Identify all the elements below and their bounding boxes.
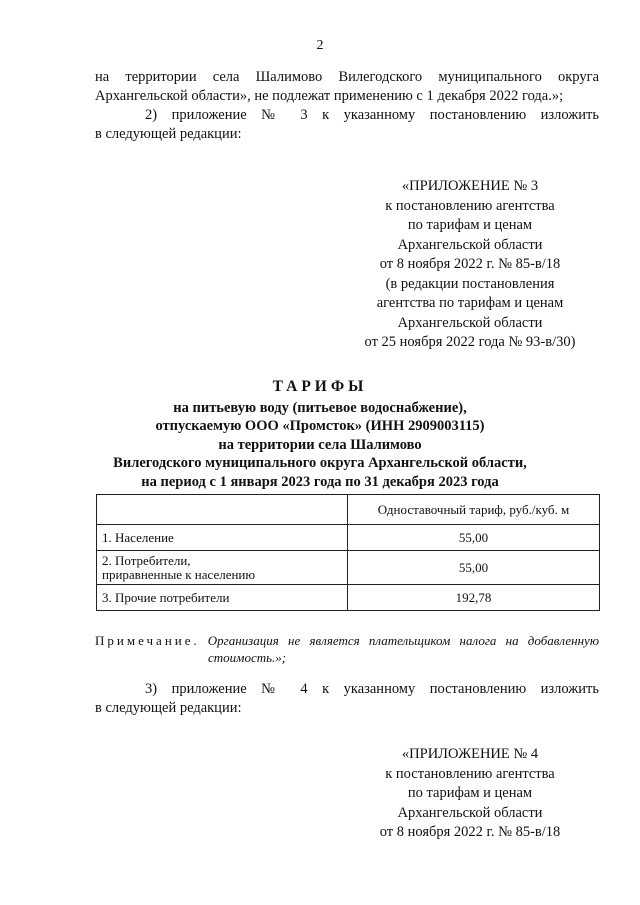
paragraph-line: в следующей редакции:: [95, 700, 242, 716]
paragraph-line: на территории села Шалимово Вилегодского муниципального округа: [95, 69, 599, 85]
table-cell-value: 55,00: [348, 525, 600, 551]
note-row: [95, 632, 599, 649]
appendix-line: от 25 ноября 2022 года № 93-в/30): [364, 334, 576, 350]
tariff-title-line: на питьевую воду (питьевое водоснабжение),: [173, 399, 467, 416]
appendix-4-heading: [330, 745, 610, 843]
appendix-line: Архангельской области: [397, 236, 543, 253]
tariff-title: [60, 378, 580, 491]
appendix-line: от 8 ноября 2022 г. № 85-в/18: [379, 824, 561, 840]
paragraph-item-2: [95, 106, 599, 144]
table-cell-category: [97, 551, 348, 585]
note-label: Примечание.: [95, 633, 200, 648]
appendix-line: агентства по тарифам и ценам: [376, 295, 564, 311]
paragraph-continuation: [95, 68, 599, 106]
tariff-title-line: на территории села Шалимово: [218, 436, 422, 453]
tariff-title-line: Вилегодского муниципального округа Архангельской области,: [113, 455, 527, 471]
note-text-continuation: стоимость.»;: [208, 650, 287, 665]
table-header-row: [97, 495, 600, 525]
appendix-line: по тарифам и ценам: [407, 785, 533, 801]
table-row: [97, 551, 600, 585]
page-number: 2: [316, 38, 324, 53]
table-cell-value: 192,78: [348, 585, 600, 611]
paragraph-line: 3) приложение № 4 к указанному постановлению изложить: [145, 681, 599, 697]
appendix-line: «ПРИЛОЖЕНИЕ № 4: [401, 746, 539, 762]
appendix-line: от 8 ноября 2022 г. № 85-в/18: [379, 256, 561, 272]
appendix-line: по тарифам и ценам: [407, 217, 533, 233]
table-row: [97, 585, 600, 611]
appendix-line: Архангельской области: [397, 804, 543, 821]
paragraph-line: 2) приложение № 3 к указанному постановлению изложить: [145, 107, 599, 123]
table-cell-category: 3. Прочие потребители: [97, 585, 348, 611]
note: [95, 632, 599, 666]
appendix-line: к постановлению агентства: [385, 765, 555, 782]
tariff-table: [96, 494, 600, 611]
appendix-line: Архангельской области: [397, 314, 543, 331]
table-cell-category: 1. Население: [97, 525, 348, 551]
category-line: приравненные к населению: [102, 566, 256, 582]
tariff-title-line: на период с 1 января 2023 года по 31 декабря 2023 года: [141, 473, 499, 490]
paragraph-line: Архангельской области», не подлежат применению с 1 декабря 2022 года.»;: [95, 88, 564, 104]
paragraph-line: в следующей редакции:: [95, 126, 242, 142]
appendix-3-heading: [330, 177, 610, 353]
note-text: Организация не является плательщиком налога на добавленную: [207, 633, 599, 648]
table-header-cell: Одноставочный тариф, руб./куб. м: [348, 495, 600, 525]
appendix-line: (в редакции постановления: [385, 275, 555, 292]
appendix-line: к постановлению агентства: [385, 197, 555, 214]
table-cell-value: 55,00: [348, 551, 600, 585]
tariff-main-title: ТАРИФЫ: [272, 378, 368, 395]
table-row: [97, 525, 600, 551]
category-line: 2. Потребители,: [102, 552, 191, 568]
table-header-cell: [97, 495, 348, 525]
appendix-line: «ПРИЛОЖЕНИЕ № 3: [401, 178, 539, 194]
tariff-title-line: отпускаемую ООО «Промсток» (ИНН 2909003115): [155, 418, 485, 434]
paragraph-item-3: [95, 680, 599, 718]
